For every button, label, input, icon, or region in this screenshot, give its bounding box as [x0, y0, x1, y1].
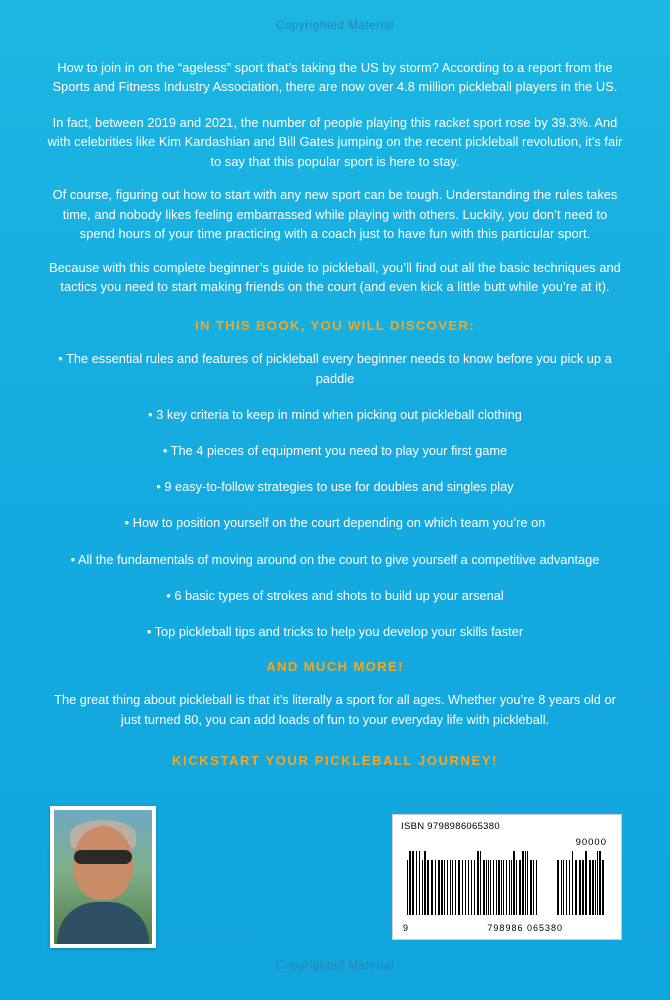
- barcode-bar: [462, 860, 463, 915]
- barcode-bar: [444, 860, 445, 915]
- barcode-bar: [525, 851, 526, 915]
- barcode-bar: [506, 860, 507, 915]
- sunglasses-icon: [74, 850, 132, 864]
- blurb-content: [45, 58, 625, 768]
- barcode-bar: [422, 860, 423, 915]
- barcode-bar: [493, 860, 494, 915]
- barcode-bar: [468, 860, 469, 915]
- barcode-digits-main: 798986 065380: [487, 923, 563, 933]
- author-shirt: [57, 902, 149, 944]
- barcode-bar: [597, 851, 598, 915]
- barcode-bar: [455, 860, 456, 915]
- barcode-bar: [602, 860, 604, 915]
- author-photo: [50, 806, 156, 948]
- barcode-bar: [452, 860, 453, 915]
- barcode-bar: [450, 860, 451, 915]
- list-item: • 6 basic types of strokes and shots to build up your arsenal: [166, 587, 504, 603]
- barcode-bar: [412, 851, 414, 915]
- blurb-paragraph-1: How to join in on the “ageless” sport that’s taking the US by storm? According to a report from the Sports and Fitness Industry Association, there are now over 4.8 million pickleball players in the US.: [52, 60, 618, 95]
- blurb-paragraph-2: In fact, between 2019 and 2021, the number of people playing this racket sport rose by 39.3%. And with celebrities like Kim Kardashian and Bill Gates jumping on the recent pickleball revolution, it’s fair to say that this popular sport is here to stay.: [47, 114, 623, 169]
- barcode-bar: [572, 851, 573, 915]
- barcode-bar: [407, 860, 408, 915]
- discover-heading: IN THIS BOOK, YOU WILL DISCOVER:: [195, 318, 475, 334]
- barcode-bar: [516, 860, 517, 915]
- barcode-bar: [579, 860, 581, 915]
- barcode-bar: [592, 860, 594, 915]
- copyright-notice-bottom: Copyrighted Material: [275, 960, 395, 972]
- barcode-bar: [435, 860, 436, 915]
- barcode-bar: [533, 860, 534, 915]
- barcode-bar: [458, 860, 460, 915]
- barcode-bar: [595, 860, 596, 915]
- list-item: • All the fundamentals of moving around on the court to give yourself a competitive advantage: [70, 551, 600, 567]
- barcode-bar: [477, 851, 479, 915]
- barcode-bar: [424, 851, 426, 915]
- barcode-bar: [522, 851, 524, 915]
- barcode-bar: [513, 851, 515, 915]
- barcode-bar: [589, 860, 591, 915]
- barcode-block: [392, 814, 622, 940]
- blurb-paragraph-4: Because with this complete beginner’s guide to pickleball, you’ll find out all the basic techniques and tactics you need to start making friends on the court (and even kick a little butt while you’re at it).: [49, 259, 621, 294]
- barcode-bar: [419, 851, 420, 915]
- barcode-bar: [486, 860, 487, 915]
- barcode-bar: [431, 860, 433, 915]
- barcode-bar: [582, 860, 584, 915]
- barcode-digits: [403, 923, 563, 933]
- barcode-bar: [575, 860, 577, 915]
- barcode-bars-addon: [557, 851, 609, 915]
- barcode-bar: [599, 851, 601, 915]
- list-item: • Top pickleball tips and tricks to help you develop your skills faster: [146, 623, 524, 639]
- barcode-bar: [471, 860, 472, 915]
- barcode-bar: [519, 860, 521, 915]
- barcode-bar: [474, 860, 475, 915]
- barcode-bar: [441, 860, 443, 915]
- copyright-notice-top: Copyrighted Material: [275, 20, 395, 32]
- barcode-bar: [527, 851, 528, 915]
- barcode-bar: [498, 860, 500, 915]
- list-item: • 3 key criteria to keep in mind when picking out pickleball clothing: [148, 406, 522, 422]
- barcode-bar: [557, 860, 559, 915]
- barcode-bar: [483, 860, 485, 915]
- barcode-digit-left: 9: [403, 923, 410, 933]
- list-item: • The essential rules and features of pickleball every beginner needs to know before you pick up a paddle: [58, 351, 612, 386]
- barcode-bar: [480, 851, 481, 915]
- barcode-bar: [585, 851, 587, 915]
- closing-paragraph: The great thing about pickleball is that it’s literally a sport for all ages. Whether you’re 8 years old or just turned 80, you can add loads of fun to your everyday life with pickleball.: [54, 692, 616, 727]
- list-item: • 9 easy-to-follow strategies to use for doubles and singles play: [156, 479, 514, 495]
- barcode-bar: [501, 860, 502, 915]
- barcode-bar: [465, 860, 466, 915]
- barcode-bar: [438, 860, 440, 915]
- barcode-bar: [563, 860, 564, 915]
- barcode-bar: [566, 860, 567, 915]
- list-item: • The 4 pieces of equipment you need to play your first game: [162, 442, 508, 458]
- barcode-bar: [427, 860, 429, 915]
- discover-list: [45, 349, 625, 641]
- price-code: 90000: [575, 837, 607, 848]
- isbn-label: ISBN 9798986065380: [401, 821, 500, 832]
- barcode-bar: [496, 860, 497, 915]
- barcode-bar: [416, 851, 417, 915]
- list-item: • How to position yourself on the court depending on which team you’re on: [124, 515, 546, 531]
- barcode-bar: [530, 860, 532, 915]
- barcode-bar: [536, 860, 537, 915]
- author-photo-image: [54, 810, 152, 944]
- barcode-bar: [490, 860, 491, 915]
- and-much-more-heading: AND MUCH MORE!: [266, 659, 404, 675]
- barcode-bar: [409, 851, 411, 915]
- kickstart-heading: KICKSTART YOUR PICKLEBALL JOURNEY!: [172, 752, 498, 768]
- barcode-bar: [561, 860, 562, 915]
- blurb-paragraph-3: Of course, figuring out how to start with any new sport can be tough. Understanding the rules takes time, and nobody likes feeling embarrassed while playing with others. Luckily, you don’t need to spend hours of your time practicing with a coach just to have fun with this particular sport.: [52, 187, 618, 242]
- barcode-bars-main: [407, 851, 557, 915]
- barcode-bar: [488, 860, 489, 915]
- barcode-bar: [511, 860, 512, 915]
- barcode-bar: [509, 860, 510, 915]
- barcode-bar: [503, 860, 504, 915]
- barcode-bar: [569, 860, 570, 915]
- barcode-bar: [447, 860, 448, 915]
